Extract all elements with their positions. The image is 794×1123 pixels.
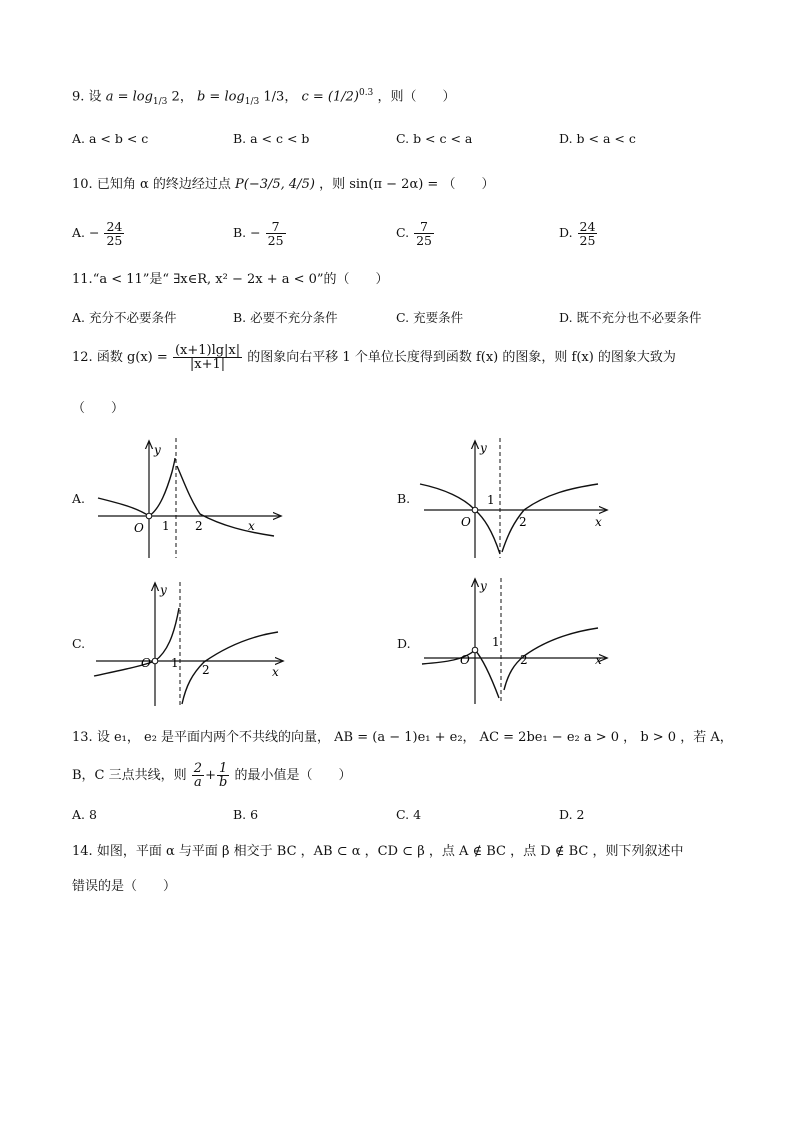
graph-a-label[interactable]: A. <box>72 491 86 506</box>
option-fraction: $\frac{24}{25}$ <box>579 219 596 248</box>
question-number: 12. <box>72 350 93 365</box>
curve-middle <box>475 650 499 698</box>
x-label: x <box>595 653 602 667</box>
option-b[interactable]: B. 必要不充分条件 <box>233 310 338 325</box>
b-expression: b = log <box>196 89 245 105</box>
y-label: y <box>480 579 487 593</box>
question-tail: 的最小值是（ ） <box>234 768 352 783</box>
question-10 <box>72 176 494 194</box>
option-d[interactable]: D. 既不充分也不必要条件 <box>559 310 702 325</box>
question-11 <box>72 271 389 289</box>
y-label: y <box>154 443 161 457</box>
b-log-base: 1/3 <box>244 96 260 107</box>
question-13 <box>72 729 733 747</box>
tick-1-label: 1 <box>162 519 170 533</box>
a-log-base: 1/3 <box>152 96 168 107</box>
option-a[interactable]: A. a < b < c <box>72 131 149 146</box>
origin-point <box>472 647 478 653</box>
tick-1-label: 1 <box>171 656 179 670</box>
option-fraction: $\frac{7}{25}$ <box>267 219 284 248</box>
b-log-arg: 1/3 <box>263 89 285 105</box>
graph-c-label[interactable]: C. <box>72 636 86 651</box>
question-number: 11. <box>72 272 93 287</box>
question-13-line2 <box>72 762 351 789</box>
graph-d[interactable] <box>416 574 616 706</box>
option-label: D. <box>559 225 573 240</box>
fraction-2-over-a: $\frac{2}{a}$ <box>193 761 203 790</box>
option-b[interactable]: B. a < c < b <box>233 131 310 146</box>
fraction-1-over-b: $\frac{1}{b}$ <box>218 761 228 790</box>
tick-1-label: 1 <box>487 493 495 507</box>
option-c[interactable]: C. b < c < a <box>396 131 473 146</box>
function-fraction: $\frac{(x+1)\lg|x|}{|x+1|}$ <box>174 343 241 372</box>
tick-2-label: 2 <box>202 663 210 677</box>
x-label: x <box>248 519 255 533</box>
option-b[interactable] <box>233 220 287 247</box>
c-exponent: 0.3 <box>358 88 374 98</box>
question-9: 9. 设 $a = \log_{1/3} 2$， $b = \log_{1/3} 1/3$， $c = (1/2)^{0.3}$ ，则（ ） <box>72 88 456 107</box>
question-number: 10. <box>72 177 93 192</box>
curve-right <box>182 632 278 704</box>
question-tail: ，则 sin(π − 2α) = （ ） <box>319 177 495 192</box>
origin-point <box>146 513 152 519</box>
curve-middle <box>149 458 175 516</box>
origin-label: O <box>460 653 470 667</box>
curve-left <box>94 608 179 676</box>
question-text: 设 <box>88 89 102 105</box>
y-label: y <box>480 441 487 455</box>
option-label: C. <box>396 225 410 240</box>
question-text-line1: 如图，平面 α 与平面 β 相交于 BC ，AB ⊂ α ，CD ⊂ β ，点 A ∉ BC ，点 D ∉ BC ，则下列叙述中 <box>96 844 684 859</box>
answer-paren: （ ） <box>72 401 125 416</box>
curve-right <box>177 466 274 536</box>
question-tail: ，则（ ） <box>377 89 456 105</box>
option-a[interactable]: A. 充分不必要条件 <box>72 310 177 325</box>
option-c[interactable]: C. 充要条件 <box>396 310 464 325</box>
curve-right <box>504 628 598 690</box>
question-number: 13. <box>72 730 93 745</box>
question-text: B，C 三点共线，则 <box>72 768 187 783</box>
graph-b-label[interactable]: B. <box>397 491 411 506</box>
graph-d-label[interactable]: D. <box>397 636 411 651</box>
origin-point <box>472 507 478 513</box>
tick-1-label: 1 <box>492 635 500 649</box>
y-label: y <box>160 583 167 597</box>
a-log-arg: 2 <box>171 89 180 105</box>
x-label: x <box>272 665 279 679</box>
plus-sign: + <box>205 768 216 783</box>
graph-a[interactable] <box>92 434 292 562</box>
question-14-line2: 错误的是（ ） <box>72 879 177 894</box>
question-text: 函数 g(x) = <box>96 350 168 365</box>
origin-label: O <box>461 515 471 529</box>
option-sign: − <box>89 225 100 240</box>
graph-b[interactable] <box>416 434 616 562</box>
option-c[interactable]: C. 4 <box>396 807 422 822</box>
c-expression: c = (1/2) <box>301 89 359 105</box>
question-text: “a < 11”是“ ∃x∈R, x² − 2x + a < 0”的（ ） <box>92 272 389 287</box>
option-a[interactable] <box>72 220 125 247</box>
question-number: 9. <box>72 89 85 105</box>
option-label: A. <box>72 225 86 240</box>
curve-left <box>98 498 149 516</box>
option-sign: − <box>250 225 261 240</box>
tick-2-label: 2 <box>520 653 528 667</box>
tick-2-label: 2 <box>195 519 203 533</box>
question-14 <box>72 843 683 861</box>
a-expression: a = log <box>105 89 153 105</box>
question-text-line1: 设 e₁， e₂ 是平面内两个不共线的向量， AB = (a − 1)e₁ + e₂， AC = 2be₁ − e₂ a > 0 ， b > 0 ，若 A， <box>96 730 733 745</box>
option-fraction: $\frac{7}{25}$ <box>416 219 432 248</box>
option-c[interactable] <box>396 220 435 247</box>
point-expression: P(−3/5, 4/5) <box>235 177 315 192</box>
option-a[interactable]: A. 8 <box>72 807 97 822</box>
option-label: B. <box>233 225 247 240</box>
question-number: 14. <box>72 844 93 859</box>
option-d[interactable]: D. 2 <box>559 807 585 822</box>
origin-point <box>152 658 158 664</box>
option-fraction: $\frac{24}{25}$ <box>106 219 123 248</box>
question-text-after: 的图象向右平移 1 个单位长度得到函数 f(x) 的图象，则 f(x) 的图象大致为 <box>247 350 676 365</box>
option-d[interactable]: D. b < a < c <box>559 131 636 146</box>
graph-c[interactable] <box>92 578 292 708</box>
curve-right <box>502 484 598 552</box>
x-label: x <box>595 515 602 529</box>
option-d[interactable] <box>559 220 598 247</box>
question-text: 已知角 α 的终边经过点 <box>96 177 231 192</box>
origin-label: O <box>134 521 144 535</box>
question-12 <box>72 344 676 371</box>
tick-2-label: 2 <box>519 515 527 529</box>
option-b[interactable]: B. 6 <box>233 807 259 822</box>
origin-label: O <box>141 656 151 670</box>
